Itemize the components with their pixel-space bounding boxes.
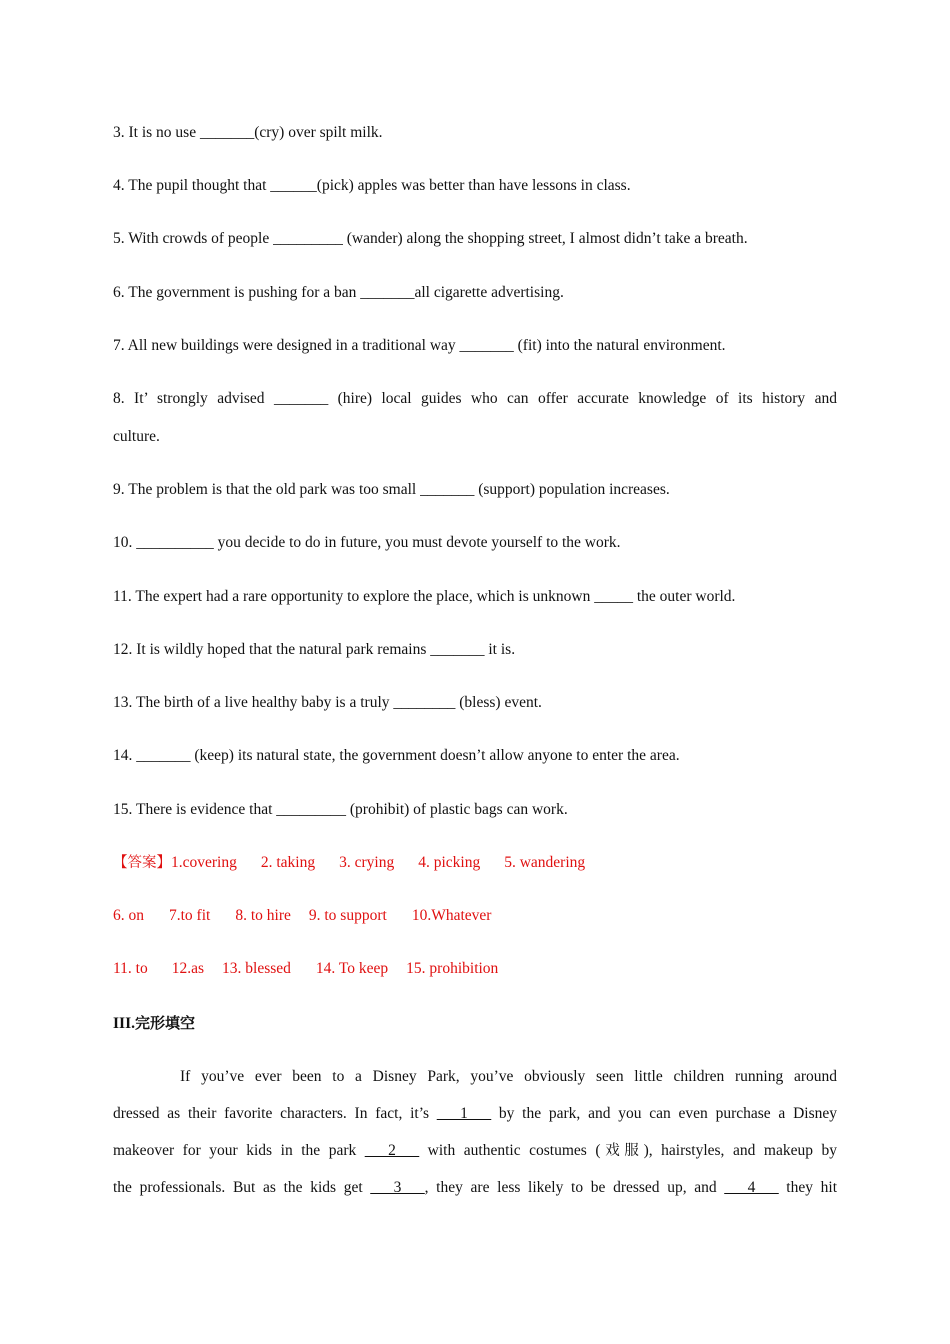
answer-item: 3. crying	[339, 854, 395, 871]
passage-text: dressed as their favorite characters. In fact, it’s	[113, 1105, 430, 1122]
question-9: 9. The problem is that the old park was too small _______ (support) population increases.	[113, 481, 670, 498]
answer-row-1	[113, 853, 837, 873]
passage-chinese-gloss: 戏服	[600, 1143, 644, 1159]
passage-line-3	[113, 1141, 837, 1161]
passage-text: with authentic costumes (	[427, 1142, 601, 1159]
answer-item: 6. on	[113, 907, 144, 924]
question-13: 13. The birth of a live healthy baby is a truly ________ (bless) event.	[113, 694, 542, 711]
question-8: 8. It’ strongly advised _______ (hire) local guides who can offer accurate knowledge of its history and	[113, 390, 837, 407]
question-12: 12. It is wildly hoped that the natural park remains _______ it is.	[113, 641, 516, 658]
passage-text: ), hairstyles, and makeup by	[643, 1142, 838, 1159]
passage-text: they hit	[786, 1179, 838, 1196]
question-10: 10. __________ you decide to do in future, you must devote yourself to the work.	[113, 534, 621, 551]
question-7: 7. All new buildings were designed in a traditional way _______ (fit) into the natural environment.	[113, 337, 726, 354]
answer-item: 10.Whatever	[411, 907, 492, 924]
question-5: 5. With crowds of people _________ (wander) along the shopping street, I almost didn’t take a breath.	[113, 230, 748, 247]
question-14: 14. _______ (keep) its natural state, the government doesn’t allow anyone to enter the area.	[113, 747, 680, 764]
question-3: 3. It is no use _______(cry) over spilt milk.	[113, 124, 383, 141]
passage-line-1: If you’ve ever been to a Disney Park, you’ve obviously seen little children running around	[180, 1068, 837, 1085]
passage-text: by the park, and you can even purchase a Disney	[498, 1105, 837, 1122]
answer-label: 【答案】	[113, 855, 171, 871]
section-heading	[113, 1013, 837, 1034]
answer-item: 2. taking	[260, 854, 316, 871]
passage-text: the professionals. But as the kids get	[113, 1179, 363, 1196]
answer-item: 14. To keep	[315, 960, 389, 977]
question-6: 6. The government is pushing for a ban _______all cigarette advertising.	[113, 284, 564, 301]
blank-1: ___1___	[436, 1105, 492, 1122]
answer-item: 1.covering	[171, 854, 237, 871]
question-11: 11. The expert had a rare opportunity to explore the place, which is unknown _____ the outer world.	[113, 588, 736, 605]
answer-row-2	[113, 906, 837, 926]
answer-item: 5. wandering	[504, 854, 586, 871]
blank-4: ___4___	[724, 1179, 779, 1196]
question-8-continued: culture.	[113, 428, 160, 445]
section-roman: III.	[113, 1015, 135, 1032]
question-15: 15. There is evidence that _________ (prohibit) of plastic bags can work.	[113, 801, 568, 818]
answer-item: 15. prohibition	[406, 960, 499, 977]
question-4: 4. The pupil thought that ______(pick) apples was better than have lessons in class.	[113, 177, 631, 194]
answer-item: 13. blessed	[222, 960, 291, 977]
passage-line-2	[113, 1104, 837, 1124]
blank-3: ___3___	[370, 1179, 425, 1196]
answer-item: 4. picking	[418, 854, 481, 871]
passage-line-4	[113, 1178, 837, 1198]
answer-item: 7.to fit	[169, 907, 211, 924]
answer-item: 11. to	[113, 960, 148, 977]
section-title: 完形填空	[134, 1014, 195, 1032]
answer-item: 9. to support	[308, 907, 387, 924]
answer-item: 12.as	[171, 960, 205, 977]
answer-item: 8. to hire	[235, 907, 291, 924]
passage-text: , they are less likely to be dressed up, and	[424, 1179, 717, 1196]
passage-text: makeover for your kids in the park	[113, 1142, 357, 1159]
answer-row-3	[113, 959, 837, 979]
blank-2: ___2___	[364, 1142, 420, 1159]
